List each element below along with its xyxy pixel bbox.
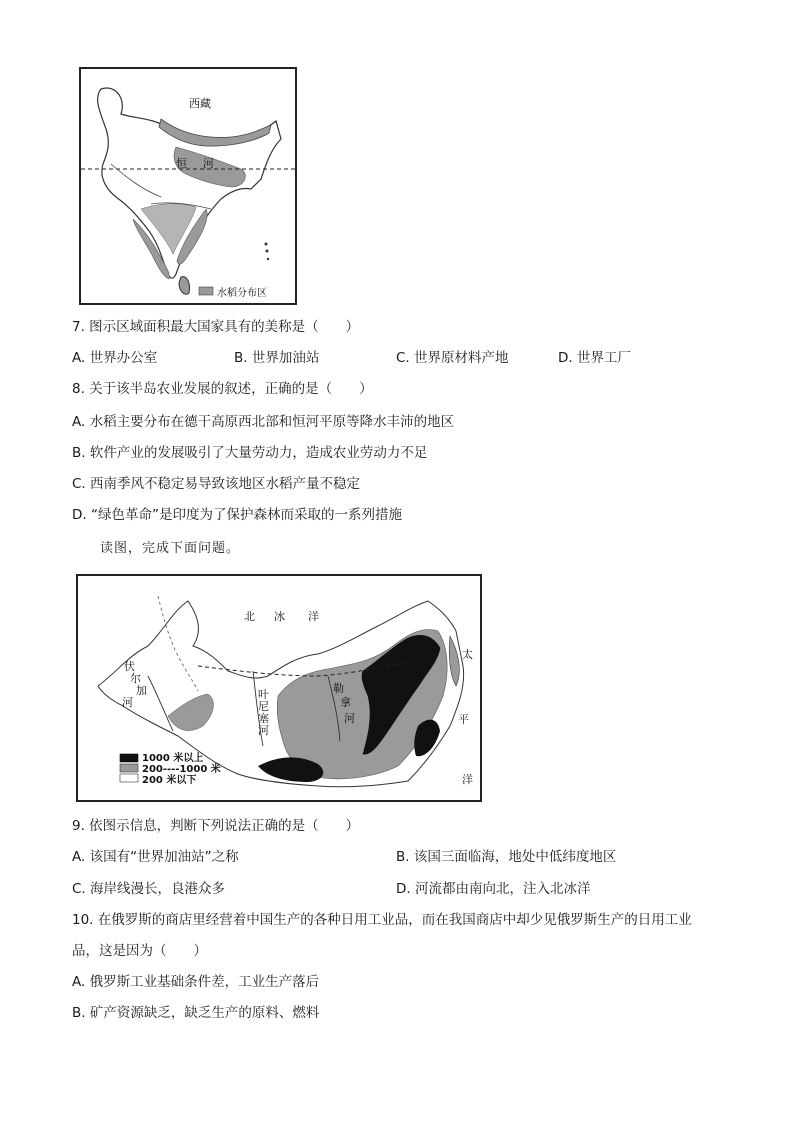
question-10-stem-line1: 10. 在俄罗斯的商店里经营着中国生产的各种日用工业品，而在我国商店中却少见俄罗斯生产的日用工业 xyxy=(72,912,692,928)
label-ganges-1: 恒 xyxy=(176,157,187,170)
label-bing: 冰 xyxy=(274,610,285,623)
label-ping: 平 xyxy=(458,713,469,726)
south-asia-map xyxy=(79,67,297,305)
yenisei-3: 塞 xyxy=(258,712,269,725)
label-bei: 北 xyxy=(244,610,255,623)
question-9-stem: 9. 依图示信息，判断下列说法正确的是（ ） xyxy=(72,818,360,834)
russia-map xyxy=(76,574,482,802)
yenisei-2: 尼 xyxy=(258,700,269,713)
volga-1: 伏 xyxy=(124,660,135,673)
q7-option-a[interactable]: A. 世界办公室 xyxy=(72,350,158,366)
q7-option-c[interactable]: C. 世界原材料产地 xyxy=(396,350,509,366)
legend-high: 1000 米以上 xyxy=(142,753,204,764)
legend-mid: 200----1000 米 xyxy=(142,764,221,775)
q9-option-d[interactable]: D. 河流都由南向北，注入北冰洋 xyxy=(396,881,591,897)
question-8-stem: 8. 关于该半岛农业发展的叙述，正确的是（ ） xyxy=(72,381,373,397)
label-tibet: 西藏 xyxy=(189,97,211,110)
q9-option-b[interactable]: B. 该国三面临海，地处中低纬度地区 xyxy=(396,849,617,865)
label-yang: 洋 xyxy=(308,610,319,623)
volga-3: 加 xyxy=(136,684,147,697)
yenisei-1: 叶 xyxy=(258,688,269,701)
question-10-stem-line2: 品，这是因为（ ） xyxy=(72,943,207,959)
q10-option-a[interactable]: A. 俄罗斯工业基础条件差，工业生产落后 xyxy=(72,974,320,990)
lena-3: 河 xyxy=(344,712,355,725)
q10-option-b[interactable]: B. 矿产资源缺乏，缺乏生产的原料、燃料 xyxy=(72,1005,320,1021)
volga-4: 河 xyxy=(122,696,133,709)
lena-1: 勒 xyxy=(333,682,344,695)
question-7-stem: 7. 图示区域面积最大国家具有的美称是（ ） xyxy=(72,319,360,335)
volga-2: 尔 xyxy=(130,672,141,685)
q8-option-c[interactable]: C. 西南季风不稳定易导致该地区水稻产量不稳定 xyxy=(72,476,361,492)
q9-option-c[interactable]: C. 海岸线漫长，良港众多 xyxy=(72,881,226,897)
q9-option-a[interactable]: A. 该国有“世界加油站”之称 xyxy=(72,849,239,865)
yenisei-4: 河 xyxy=(258,724,269,737)
label-yang2: 洋 xyxy=(462,773,473,786)
q7-option-b[interactable]: B. 世界加油站 xyxy=(234,350,320,366)
label-ganges-2: 河 xyxy=(203,157,214,170)
legend-low: 200 米以下 xyxy=(142,775,197,786)
south-asia-map-drawing xyxy=(81,69,295,303)
q8-option-d[interactable]: D. “绿色革命”是印度为了保护森林而采取的一系列措施 xyxy=(72,507,402,523)
q8-option-b[interactable]: B. 软件产业的发展吸引了大量劳动力，造成农业劳动力不足 xyxy=(72,445,428,461)
legend-rice-label: 水稻分布区 xyxy=(217,288,267,299)
lena-2: 拿 xyxy=(340,696,351,709)
reading-prompt: 读图，完成下面问题。 xyxy=(100,541,241,556)
label-tai: 太 xyxy=(462,648,473,661)
q7-option-d[interactable]: D. 世界工厂 xyxy=(558,350,631,366)
q8-option-a[interactable]: A. 水稻主要分布在德干高原西北部和恒河平原等降水丰沛的地区 xyxy=(72,414,455,430)
